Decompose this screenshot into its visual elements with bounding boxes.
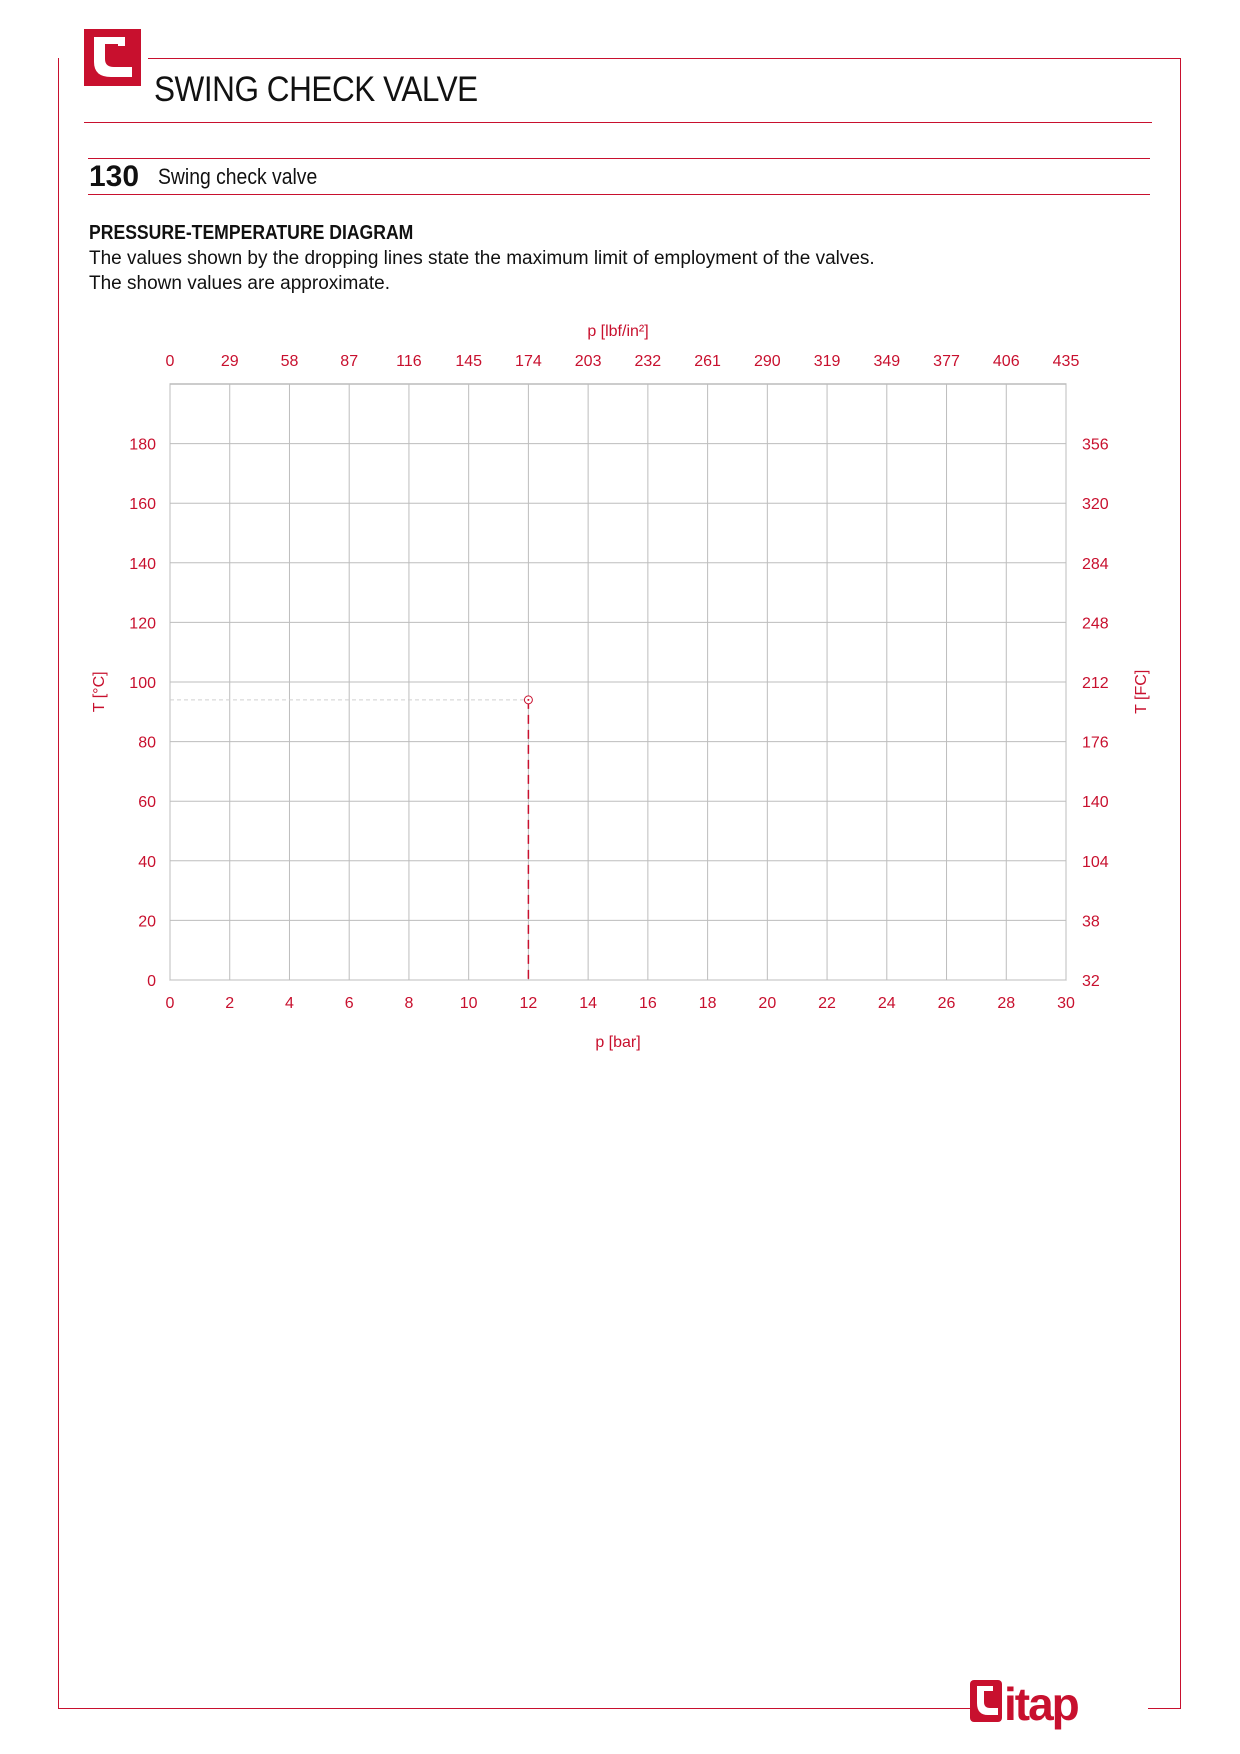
x2-tick-label: 290 (753, 353, 781, 370)
section-number: 130 (89, 160, 140, 193)
x-tick-label: 30 (1057, 995, 1075, 1012)
x2-tick-label: 0 (165, 353, 175, 370)
y-tick-label: 100 (129, 675, 156, 692)
y2-tick-label: 284 (1082, 555, 1109, 573)
x-tick-label: 0 (165, 995, 175, 1012)
y2-tick-label: 140 (1082, 794, 1109, 812)
x2-tick-label: 58 (280, 353, 299, 370)
x2-tick-label: 29 (220, 353, 239, 370)
x2-tick-label: 87 (340, 353, 359, 370)
x2-tick-label: 232 (634, 353, 662, 370)
x-tick-label: 28 (997, 995, 1016, 1012)
x-tick-label: 10 (459, 995, 478, 1012)
y2-tick-label: 320 (1082, 496, 1109, 514)
x-tick-label: 12 (519, 995, 538, 1012)
y-tick-label: 20 (138, 913, 156, 931)
description-line-2: The shown values are approximate. (89, 273, 390, 294)
x-tick-label: 22 (818, 995, 836, 1012)
y-tick-label: 120 (129, 615, 156, 633)
x-tick-label: 4 (285, 995, 294, 1012)
y-tick-label: 160 (129, 496, 156, 514)
x2-tick-label: 261 (694, 353, 721, 370)
x-tick-label: 20 (758, 995, 777, 1012)
x2-axis-label: p [lbf/in²] (587, 323, 649, 340)
itap-logo (968, 1676, 1148, 1738)
x-tick-label: 16 (638, 995, 657, 1012)
y-tick-label: 60 (138, 794, 156, 812)
x2-tick-label: 435 (1052, 353, 1080, 370)
y-axis-label: T [°C] (91, 671, 108, 713)
x-tick-label: 26 (937, 995, 956, 1012)
y2-tick-label: 248 (1082, 615, 1109, 633)
x2-tick-label: 319 (813, 353, 841, 370)
frame-bottom-border-right (1148, 1708, 1181, 1709)
y2-tick-label: 176 (1082, 734, 1109, 752)
x-tick-label: 8 (404, 995, 414, 1012)
x2-tick-label: 203 (574, 353, 602, 370)
x-tick-label: 24 (877, 995, 896, 1012)
x-tick-label: 18 (698, 995, 717, 1012)
y2-tick-label: 212 (1082, 675, 1109, 692)
brand-text: itap (1004, 1678, 1078, 1730)
frame-bottom-border (58, 1708, 970, 1709)
section-name: Swing check valve (158, 164, 318, 189)
x2-tick-label: 349 (873, 353, 901, 370)
y-tick-label: 80 (138, 734, 156, 752)
y-tick-label: 0 (147, 973, 156, 990)
x-tick-label: 14 (579, 995, 598, 1012)
x2-tick-label: 377 (933, 353, 960, 370)
limit-point-dot (527, 699, 529, 701)
y-tick-label: 140 (129, 555, 156, 573)
y2-axis-label: T [FC] (1133, 669, 1150, 714)
diagram-heading: PRESSURE-TEMPERATURE DIAGRAM (89, 222, 414, 244)
y-tick-label: 40 (138, 853, 156, 871)
x-axis-label: p [bar] (595, 1034, 641, 1051)
y-tick-label: 180 (129, 436, 156, 454)
y2-tick-label: 38 (1082, 913, 1100, 931)
page-title: SWING CHECK VALVE (154, 70, 478, 109)
y2-tick-label: 104 (1082, 853, 1109, 871)
x-tick-label: 6 (344, 995, 354, 1012)
x2-tick-label: 174 (515, 353, 542, 370)
x2-tick-label: 145 (455, 353, 483, 370)
x2-tick-label: 406 (992, 353, 1020, 370)
description-line-1: The values shown by the dropping lines state the maximum limit of employment of the valves. (89, 248, 875, 269)
y2-tick-label: 356 (1082, 436, 1109, 454)
x-tick-label: 2 (225, 995, 235, 1012)
y2-tick-label: 32 (1082, 973, 1100, 990)
x2-tick-label: 116 (396, 353, 422, 370)
